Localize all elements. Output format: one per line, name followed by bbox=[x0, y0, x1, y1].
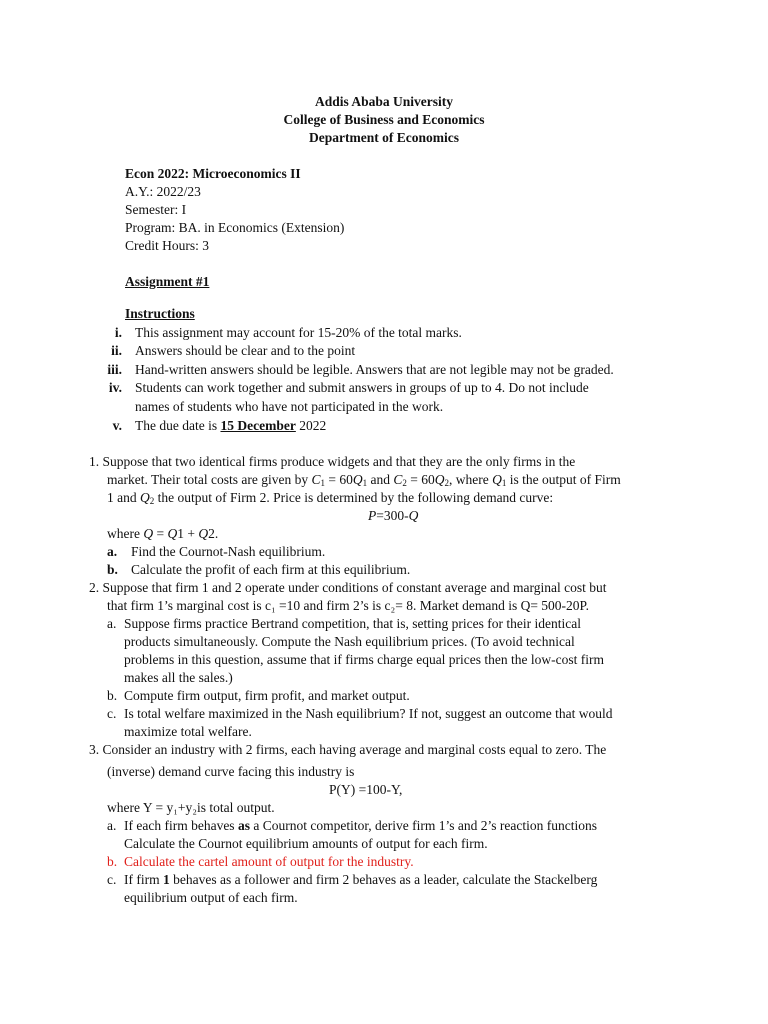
var: Q bbox=[143, 526, 154, 541]
university-name: Addis Ababa University bbox=[314, 94, 454, 109]
program: Program: BA. in Economics (Extension) bbox=[125, 220, 345, 235]
text: and bbox=[367, 472, 394, 487]
var: Q bbox=[434, 472, 445, 487]
text: = 60 bbox=[324, 472, 353, 487]
var: Q bbox=[492, 472, 502, 487]
inverse-demand-equation: P(Y) =100-Y, bbox=[329, 782, 403, 797]
academic-year: A.Y.: 2022/23 bbox=[125, 184, 201, 199]
sub-question-text: Calculate the profit of each firm at this equilibrium. bbox=[131, 562, 411, 577]
text: behaves as a follower and firm 2 behaves as a leader, calculate the Stackelberg bbox=[169, 872, 598, 887]
instruction-item bbox=[135, 418, 326, 434]
text: =300- bbox=[376, 508, 409, 523]
var: C bbox=[393, 472, 403, 487]
sub-question-text: maximize total welfare. bbox=[124, 724, 252, 739]
question-1-line: market. Their total costs are given by $C_1 = 60Q_1$ and $C_2 = 60Q_2$, where $Q_1$ is the output of Firm bbox=[107, 472, 621, 488]
text: , where bbox=[448, 472, 493, 487]
sub-question-label: b. bbox=[107, 688, 118, 703]
question-3-line: 3. Consider an industry with 2 firms, each having average and marginal costs equal to zero. The bbox=[89, 742, 607, 757]
instruction-number: v. bbox=[112, 418, 122, 433]
sub-question-text: Compute firm output, firm profit, and market output. bbox=[124, 688, 410, 703]
var: C bbox=[311, 472, 321, 487]
sub-question-label: b. bbox=[107, 854, 118, 869]
var: Q bbox=[167, 526, 178, 541]
sub-question-text bbox=[124, 872, 597, 888]
text: the output of Firm 2. Price is determined by the following demand curve: bbox=[154, 490, 554, 505]
instruction-item: Students can work together and submit answers in groups of up to 4. Do not include bbox=[135, 380, 589, 395]
due-date-label: The due date is bbox=[135, 418, 221, 433]
var: Q bbox=[198, 526, 209, 541]
text: = 60 bbox=[406, 472, 435, 487]
question-1-line: 1. Suppose that two identical firms produce widgets and that they are the only firms in the bbox=[89, 454, 576, 469]
instruction-item: Answers should be clear and to the point bbox=[135, 343, 356, 358]
var: Q bbox=[352, 472, 363, 487]
text: If firm bbox=[124, 872, 163, 887]
instruction-number: ii. bbox=[111, 343, 122, 358]
sub-question-text: Find the Cournot-Nash equilibrium. bbox=[131, 544, 326, 559]
demand-equation bbox=[368, 508, 418, 524]
sub-question-text: products simultaneously. Compute the Nash equilibrium prices. (To avoid technical bbox=[124, 634, 575, 649]
sub-question-label: a. bbox=[107, 544, 118, 559]
sub-question-text: Is total welfare maximized in the Nash equilibrium? If not, suggest an outcome that would bbox=[124, 706, 613, 721]
sub-question-text-highlighted: Calculate the cartel amount of output for the industry. bbox=[124, 854, 414, 869]
text: a Cournot competitor, derive firm 1’s and 2’s reaction functions bbox=[249, 818, 597, 833]
text: where bbox=[107, 526, 144, 541]
text: market. Their total costs are given by bbox=[107, 472, 312, 487]
due-year: 2022 bbox=[295, 418, 327, 433]
question-1-line: 1 and $Q_2$ the output of Firm 2. Price is determined by the following demand curve: bbox=[107, 490, 554, 506]
sub-question-label: c. bbox=[107, 872, 117, 887]
var: P bbox=[368, 508, 377, 523]
sub-question-text: Suppose firms practice Bertrand competition, that is, setting prices for their identical bbox=[124, 616, 581, 631]
instruction-number: i. bbox=[114, 325, 122, 340]
sub-question-text bbox=[124, 818, 597, 834]
text: is the output of Firm bbox=[506, 472, 621, 487]
sub-question-text: problems in this question, assume that if firms charge equal prices then the low-cost firm bbox=[124, 652, 605, 667]
text: = bbox=[153, 526, 168, 541]
instruction-number: iv. bbox=[108, 380, 122, 395]
instruction-item: Hand-written answers should be legible. Answers that are not legible may not be graded. bbox=[135, 362, 614, 377]
instruction-item-continued: names of students who have not participated in the work. bbox=[135, 399, 444, 414]
assignment-title: Assignment #1 bbox=[125, 274, 210, 289]
credit-hours: Credit Hours: 3 bbox=[125, 238, 209, 253]
college-name: College of Business and Economics bbox=[283, 112, 485, 127]
sub-question-label: a. bbox=[107, 818, 117, 833]
text: 2. bbox=[208, 526, 219, 541]
semester: Semester: I bbox=[125, 202, 187, 217]
question-3-line: where Y = y₁+y₂is total output. bbox=[107, 800, 275, 815]
sub-question-text: Calculate the Cournot equilibrium amounts of output for each firm. bbox=[124, 836, 488, 851]
due-date: 15 December bbox=[220, 418, 296, 433]
instruction-item: This assignment may account for 15-20% of the total marks. bbox=[135, 325, 462, 340]
var: Q bbox=[408, 508, 419, 523]
text: as bbox=[237, 818, 250, 833]
text: 1 + bbox=[177, 526, 199, 541]
sub-question-text: equilibrium output of each firm. bbox=[124, 890, 298, 905]
sub-question-label: a. bbox=[107, 616, 117, 631]
sub-question-label: b. bbox=[107, 562, 118, 577]
question-2-line: 2. Suppose that firm 1 and 2 operate under conditions of constant average and marginal cost but bbox=[89, 580, 607, 595]
text: 1 and bbox=[107, 490, 140, 505]
sub-question-label: c. bbox=[107, 706, 117, 721]
sub-question-text: makes all the sales.) bbox=[124, 670, 233, 685]
var: Q bbox=[140, 490, 150, 505]
text: 1 bbox=[162, 872, 170, 887]
instruction-number: iii. bbox=[107, 362, 122, 377]
instructions-heading: Instructions bbox=[125, 306, 195, 321]
question-1-line bbox=[107, 526, 218, 542]
department-name: Department of Economics bbox=[309, 130, 459, 145]
text: If each firm behaves bbox=[124, 818, 238, 833]
course-title: Econ 2022: Microeconomics II bbox=[125, 166, 301, 181]
question-2-line: that firm 1’s marginal cost is c₁ =10 and firm 2’s is c₂= 8. Market demand is Q= 500-20P. bbox=[107, 598, 589, 613]
question-3-line: (inverse) demand curve facing this industry is bbox=[107, 764, 355, 779]
